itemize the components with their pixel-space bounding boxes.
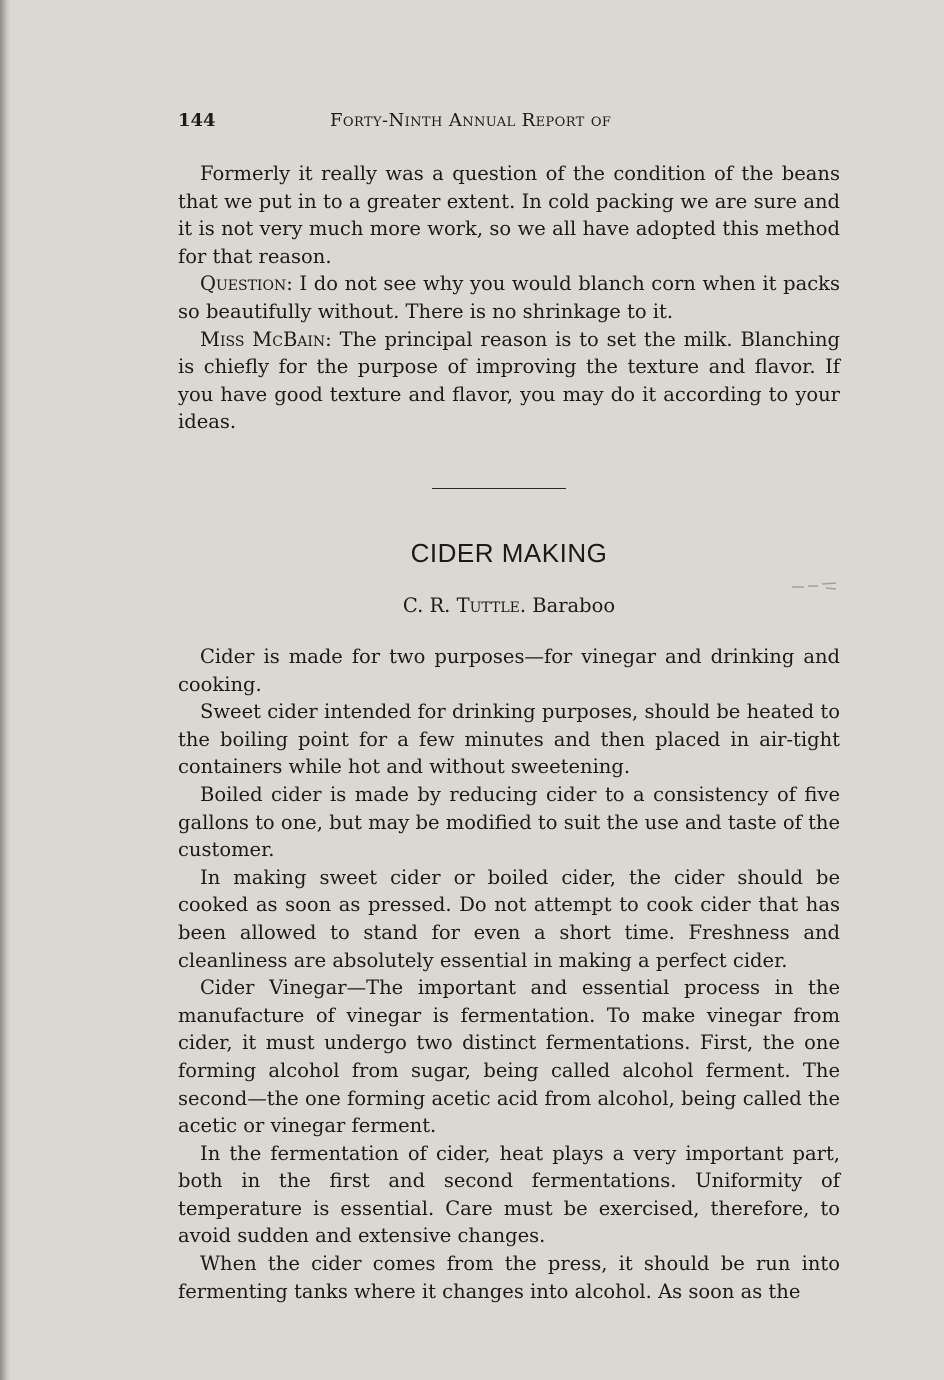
section-divider <box>432 488 566 489</box>
article-paragraph: Cider is made for two purposes—for vinegar and drinking and cooking. <box>178 645 840 696</box>
discussion-section <box>178 160 840 436</box>
article-body <box>178 643 840 1305</box>
ink-smudge <box>790 578 838 592</box>
author-location: Baraboo <box>526 594 616 617</box>
answer-paragraph <box>178 326 840 436</box>
article-byline <box>178 594 840 617</box>
page-number: 144 <box>178 110 216 131</box>
article-paragraph: In making sweet cider or boiled cider, the cider should be cooked as soon as pressed. Do not attempt to cook cider that has been allowed to stand for even a short time. Freshness and cleanliness are absolutely essential in making a perfect cider. <box>178 865 840 972</box>
article-paragraph: When the cider comes from the press, it should be run into fermenting tanks where it changes into alcohol. As soon as the <box>178 1252 840 1303</box>
question-text: I do not see why you would blanch corn when it packs so beautifully without. There is no shrinkage to it. <box>178 272 840 323</box>
author-name: C. R. Tuttle. <box>402 594 527 617</box>
answer-speaker: Miss McBain: <box>200 327 332 351</box>
question-label: Question: <box>200 272 293 296</box>
answer-text: The principal reason is to set the milk. Blanching is chiefly for the purpose of improving the texture and flavor. If you have good texture and flavor, you may do it according to your ideas. <box>178 327 840 434</box>
article-paragraph: Cider Vinegar—The important and essential process in the manufacture of vinegar is fermentation. To make vinegar from cider, it must undergo two distinct fermentations. First, the one forming alcohol from sugar, being called alcohol ferment. The second—the one forming acetic acid from alcohol, being called the acetic or vinegar ferment. <box>178 976 840 1138</box>
article-paragraph: Boiled cider is made by reducing cider to a consistency of five gallons to one, but may be modified to suit the use and taste of the customer. <box>178 782 840 862</box>
page-header <box>178 110 842 140</box>
article-paragraph: In the fermentation of cider, heat plays a very important part, both in the first and second fermentations. Uniformity of temperature is essential. Care must be exercised, therefore, to avoid sudden and extensive changes. <box>178 1141 840 1248</box>
discussion-paragraph: Formerly it really was a question of the condition of the beans that we put in to a greater extent. In cold packing we are sure and it is not very much more work, so we all have adopted this method for that reason. <box>178 162 840 268</box>
spine-shadow <box>0 0 10 1380</box>
article-title: CIDER MAKING <box>410 538 608 568</box>
article-paragraph: Sweet cider intended for drinking purposes, should be heated to the boiling point for a few minutes and then placed in air-tight containers while hot and without sweetening. <box>178 700 840 779</box>
question-paragraph <box>178 270 840 325</box>
running-head: Forty-Ninth Annual Report of <box>330 110 612 131</box>
